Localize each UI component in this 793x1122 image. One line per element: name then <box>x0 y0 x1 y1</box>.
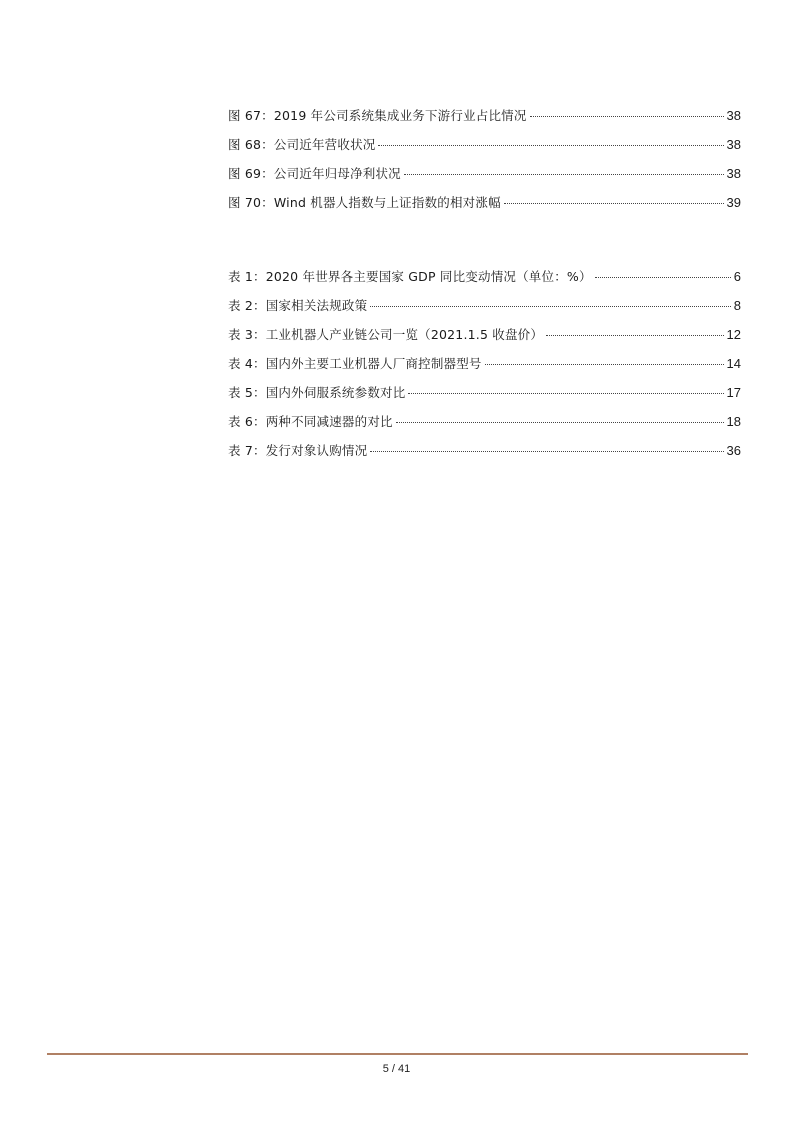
dot-leader <box>485 364 724 365</box>
toc-entry-page: 38 <box>726 108 741 123</box>
toc-entry-table-4[interactable] <box>228 349 741 378</box>
dot-leader <box>396 422 724 423</box>
toc-entry-table-7[interactable] <box>228 436 741 465</box>
toc-entry-label: 表 1：2020 年世界各主要国家 GDP 同比变动情况（单位：%） <box>228 269 592 284</box>
toc-entry-figure-70[interactable] <box>228 188 741 217</box>
dot-leader <box>370 306 730 307</box>
toc-entry-table-1[interactable] <box>228 262 741 291</box>
toc-entry-table-3[interactable] <box>228 320 741 349</box>
toc-entry-label: 图 67：2019 年公司系统集成业务下游行业占比情况 <box>228 108 527 123</box>
toc-entry-label: 图 69：公司近年归母净利状况 <box>228 166 401 181</box>
dot-leader <box>404 174 724 175</box>
toc-entry-label: 表 2：国家相关法规政策 <box>228 298 368 313</box>
toc-entry-page: 14 <box>726 356 741 371</box>
dot-leader <box>595 277 731 278</box>
footer-divider <box>47 1053 748 1055</box>
toc-entry-figure-69[interactable] <box>228 159 741 188</box>
dot-leader <box>378 145 723 146</box>
toc-entry-label: 表 5：国内外伺服系统参数对比 <box>228 385 406 400</box>
toc-entry-figure-67[interactable] <box>228 101 741 130</box>
toc-entry-table-6[interactable] <box>228 407 741 436</box>
toc-entry-page: 38 <box>726 137 741 152</box>
toc-entry-label: 表 3：工业机器人产业链公司一览（2021.1.5 收盘价） <box>228 327 544 342</box>
dot-leader <box>530 116 724 117</box>
toc-entry-label: 图 70：Wind 机器人指数与上证指数的相对涨幅 <box>228 195 501 210</box>
toc-entry-page: 12 <box>726 327 741 342</box>
toc-entry-page: 38 <box>726 166 741 181</box>
page-number: 5 / 41 <box>382 1063 411 1075</box>
toc-entry-page: 17 <box>726 385 741 400</box>
toc-entry-page: 39 <box>726 195 741 210</box>
dot-leader <box>408 393 723 394</box>
dot-leader <box>370 451 723 452</box>
toc-entry-figure-68[interactable] <box>228 130 741 159</box>
toc-entry-label: 表 6：两种不同减速器的对比 <box>228 414 393 429</box>
toc-entry-page: 6 <box>733 269 741 284</box>
toc-entry-label: 表 4：国内外主要工业机器人厂商控制器型号 <box>228 356 482 371</box>
dot-leader <box>504 203 724 204</box>
toc-entry-label: 图 68：公司近年营收状况 <box>228 137 376 152</box>
toc-entry-table-2[interactable] <box>228 291 741 320</box>
dot-leader <box>546 335 723 336</box>
table-list <box>228 262 741 465</box>
figure-list <box>228 101 741 217</box>
toc-entry-label: 表 7：发行对象认购情况 <box>228 443 368 458</box>
toc-entry-page: 36 <box>726 443 741 458</box>
toc-entry-page: 18 <box>726 414 741 429</box>
toc-entry-table-5[interactable] <box>228 378 741 407</box>
toc-entry-page: 8 <box>733 298 741 313</box>
